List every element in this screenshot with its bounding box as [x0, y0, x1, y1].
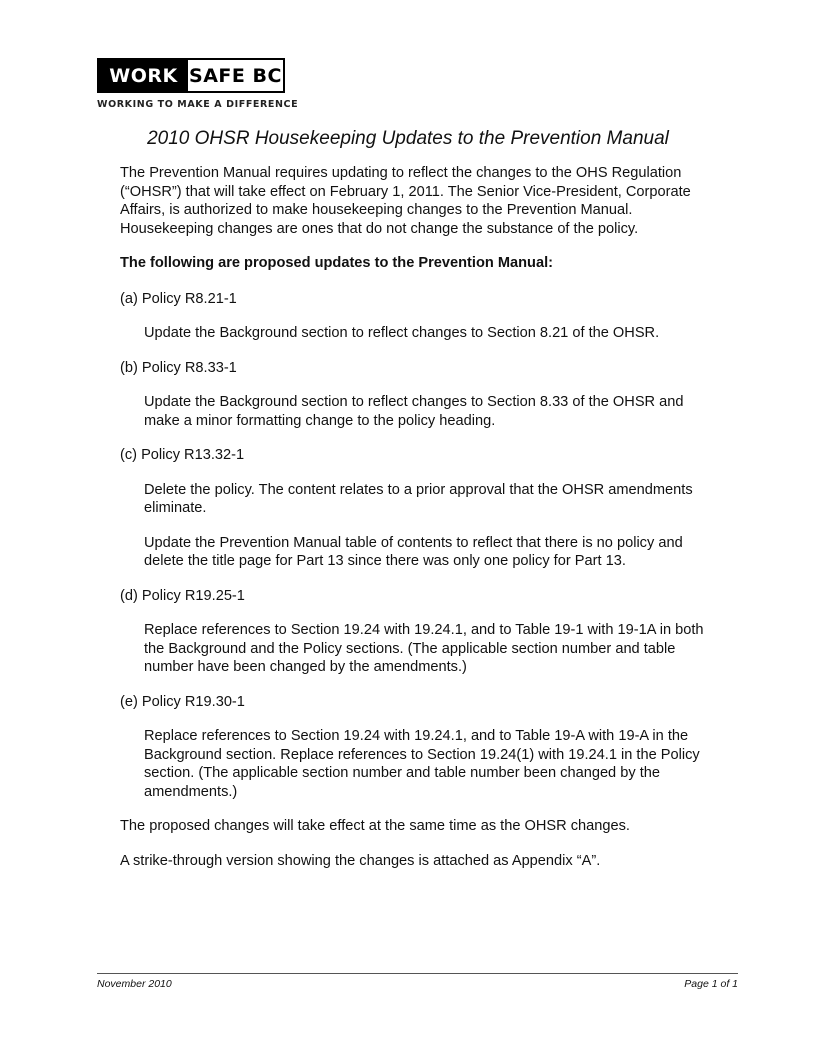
page-footer [97, 973, 738, 990]
logo-word-right: SAFE BC [189, 64, 282, 87]
policy-label-d: (d) Policy R19.25-1 [120, 587, 245, 604]
policy-label-a: (a) Policy R8.21-1 [120, 290, 237, 307]
policy-description-e: Replace references to Section 19.24 with 19.24.1, and to Table 19-A with 19-A in the Background section. Replace references to Section 19.24(1) with 19.24.1 in the Policy section. (The applicable section number and table number been changed by the amendments.) [144, 728, 700, 800]
logo-tagline: WORKING TO MAKE A DIFFERENCE [97, 99, 299, 110]
policy-description-c-1: Delete the policy. The content relates to a prior approval that the OHSR amendments eliminate. [144, 481, 693, 516]
policy-description-c-2: Update the Prevention Manual table of contents to reflect that there is no policy and delete the title page for Part 13 since there was only one policy for Part 13. [144, 534, 683, 569]
worksafe-bc-logo [97, 58, 298, 110]
policy-label-b: (b) Policy R8.33-1 [120, 359, 237, 376]
intro-paragraph: The Prevention Manual requires updating to reflect the changes to the OHS Regulation (“OHSR”) that will take effect on February 1, 2011. The Senior Vice-President, Corporate Affairs, is authorized to make housekeeping changes to the Prevention Manual. Housekeeping changes are ones that do not change the substance of the policy. [120, 165, 691, 237]
footer-page-number: Page 1 of 1 [684, 978, 738, 990]
policy-description-d: Replace references to Section 19.24 with 19.24.1, and to Table 19-1 with 19-1A in both the Background and the Policy sections. (The applicable section number and table number have been changed by the amendments.) [144, 622, 704, 675]
closing-paragraph-appendix: A strike-through version showing the changes is attached as Appendix “A”. [120, 852, 601, 869]
policy-description-a: Update the Background section to reflect changes to Section 8.21 of the OHSR. [144, 325, 660, 341]
document-title: 2010 OHSR Housekeeping Updates to the Prevention Manual [147, 128, 669, 149]
document-body [120, 164, 720, 886]
section-heading: The following are proposed updates to the Prevention Manual: [120, 255, 553, 271]
logo-word-left: WORK [99, 60, 188, 91]
policy-label-e: (e) Policy R19.30-1 [120, 693, 245, 710]
policy-label-c: (c) Policy R13.32-1 [120, 447, 245, 463]
logo-box [97, 58, 285, 93]
closing-paragraph-effect: The proposed changes will take effect at the same time as the OHSR changes. [120, 818, 630, 834]
footer-date: November 2010 [97, 978, 172, 990]
policy-description-b: Update the Background section to reflect changes to Section 8.33 of the OHSR and make a minor formatting change to the policy heading. [144, 394, 684, 429]
